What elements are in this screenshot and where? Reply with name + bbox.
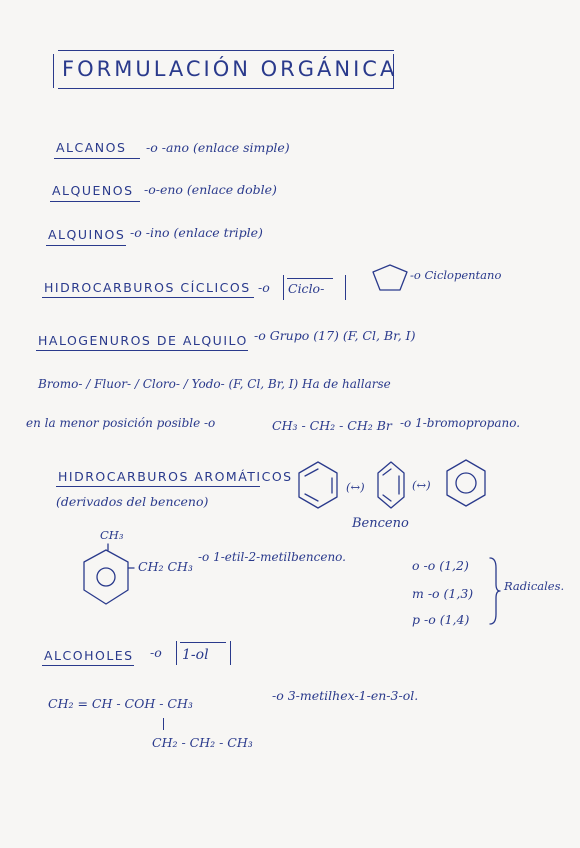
benzene-aromatic — [444, 458, 488, 508]
ethylmethylbenzene-name: -o 1-etil-2-metilbenceno. — [198, 550, 346, 564]
ciclo-overline — [287, 278, 333, 279]
branch-bond — [163, 718, 164, 730]
halogenuros-heading: HALOGENUROS DE ALQUILO — [38, 333, 248, 348]
title-rule-top — [58, 50, 394, 51]
ciclopentano-example: -o Ciclopentano — [410, 268, 502, 282]
title-bar-left — [53, 54, 54, 88]
alcohol-name: -o 3-metilhex-1-en-3-ol. — [272, 688, 419, 703]
bromopropane-name: -o 1-bromopropano. — [400, 416, 521, 430]
alcanos-rule: -o -ano (enlace simple) — [146, 140, 290, 155]
alquenos-heading: ALQUENOS — [52, 183, 134, 198]
alquinos-heading: ALQUINOS — [48, 227, 126, 242]
halogenuros-underline — [36, 350, 248, 351]
bromopropane-formula: CH₃ - CH₂ - CH₂ Br — [272, 418, 392, 433]
title-bar-right — [393, 54, 394, 88]
alcohol-branch-chain: CH₂ - CH₂ - CH₃ — [152, 735, 253, 750]
ciclicos-arrow: -o — [258, 280, 270, 295]
para-position: p -o (1,4) — [412, 612, 470, 627]
meta-position: m -o (1,3) — [412, 586, 474, 601]
ethylmethylbenzene-structure — [80, 542, 132, 612]
halogenuros-position-note: en la menor posición posible -o — [26, 416, 216, 430]
alquinos-rule: -o -ino (enlace triple) — [130, 225, 263, 240]
halogenuros-group: -o Grupo (17) (F, Cl, Br, I) — [254, 328, 416, 343]
title-rule-bottom — [58, 88, 394, 89]
alcohol-main-chain: CH₂ = CH - COH - CH₃ — [48, 696, 193, 711]
alcanos-underline — [54, 158, 140, 159]
ol-box-left — [176, 641, 177, 665]
alquenos-underline — [50, 201, 140, 202]
aromaticos-subtitle: (derivados del benceno) — [56, 494, 209, 509]
ol-box-right — [230, 641, 231, 665]
resonance-arrow-1: (↔) — [346, 480, 365, 494]
alcanos-heading: ALCANOS — [56, 140, 127, 155]
radicales-brace — [488, 556, 502, 626]
alquinos-underline — [46, 245, 126, 246]
aromaticos-underline — [56, 486, 260, 487]
alcoholes-underline — [42, 665, 134, 666]
ciclicos-underline — [42, 297, 254, 298]
ciclicos-heading: HIDROCARBUROS CÍCLICOS — [44, 280, 251, 295]
ol-suffix: 1-ol — [182, 647, 209, 663]
resonance-arrow-2: (↔) — [412, 478, 431, 492]
benzene-label: Benceno — [352, 516, 409, 531]
cyclopentane-structure — [370, 262, 410, 294]
methyl-substituent: CH₃ — [100, 528, 124, 542]
radicales-label: Radicales. — [504, 579, 565, 593]
alcoholes-arrow: -o — [150, 645, 162, 660]
alquenos-rule: -o-eno (enlace doble) — [144, 182, 277, 197]
benzene-kekule-1 — [296, 460, 340, 510]
ortho-position: o -o (1,2) — [412, 558, 469, 573]
halogenuros-prefixes: Bromo- / Fluor- / Cloro- / Yodo- (F, Cl, Br, I) Ha de hallarse — [38, 377, 391, 391]
benzene-kekule-2 — [376, 460, 406, 510]
alcoholes-heading: ALCOHOLES — [44, 648, 134, 663]
aromaticos-heading: HIDROCARBUROS AROMÁTICOS — [58, 469, 293, 484]
ethyl-substituent: CH₂ CH₃ — [138, 559, 193, 574]
page-title: FORMULACIÓN ORGÁNICA — [62, 57, 398, 81]
ol-overline — [180, 642, 226, 643]
ciclo-box-right — [345, 275, 346, 300]
ciclo-prefix: Ciclo- — [288, 281, 325, 296]
ciclo-box-left — [283, 275, 284, 300]
